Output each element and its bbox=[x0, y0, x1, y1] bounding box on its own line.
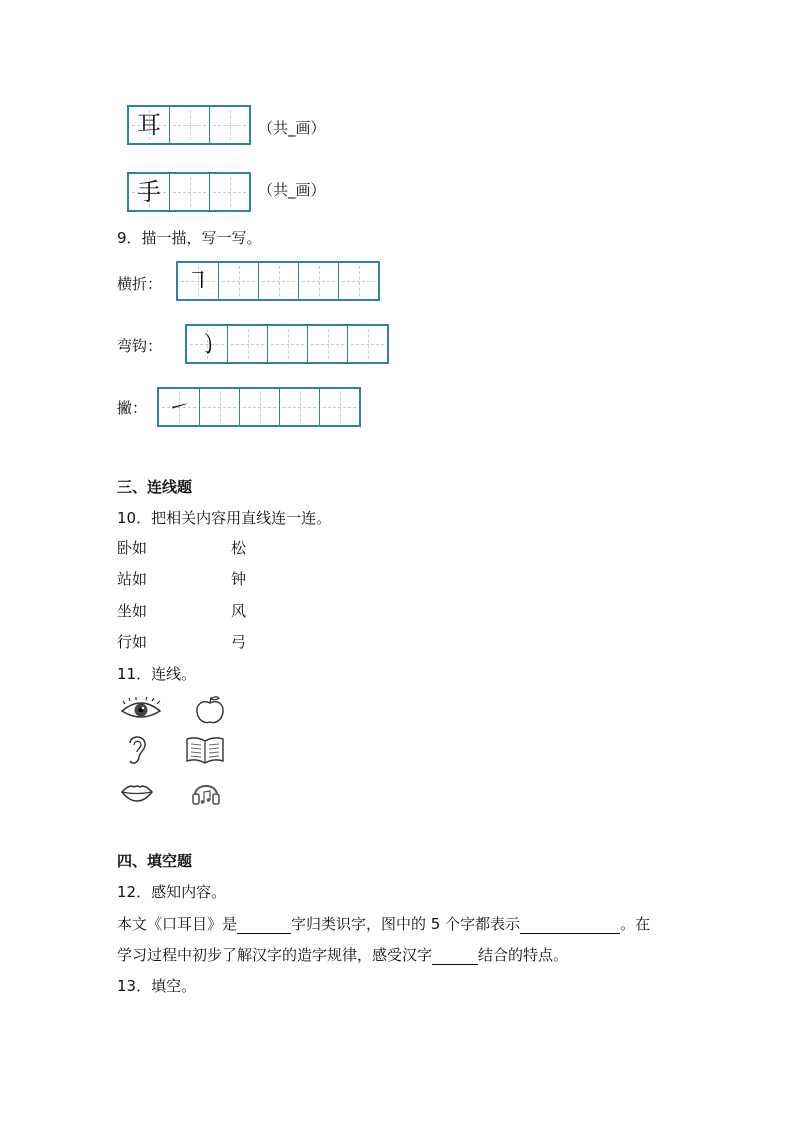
model-stroke: ㇁ bbox=[195, 330, 219, 358]
sentence-fragment: 学习过程中初步了解汉字的造字规律，感受汉字 bbox=[117, 946, 433, 964]
grid-cell[interactable] bbox=[258, 263, 298, 299]
sentence-fragment: 本文《口耳目》是 bbox=[117, 915, 238, 933]
grid-cell[interactable] bbox=[298, 263, 338, 299]
question-13-title: 13．填空。 bbox=[117, 977, 197, 995]
book-icon[interactable] bbox=[184, 735, 226, 765]
answer-blank[interactable] bbox=[432, 948, 478, 965]
model-stroke: ㇀ bbox=[167, 393, 191, 421]
model-character: 手 bbox=[137, 178, 161, 206]
match-left-item[interactable]: 站如 bbox=[117, 570, 148, 588]
sentence-fragment: 。在 bbox=[620, 915, 651, 933]
ear-icon[interactable] bbox=[124, 733, 148, 767]
sentence-fragment: 字归类识字，图中的 5 个字都表示 bbox=[291, 915, 521, 933]
match-right-item[interactable]: 钟 bbox=[231, 570, 247, 588]
stroke-grid-hengzhe bbox=[176, 261, 380, 301]
grid-cell bbox=[129, 107, 169, 143]
question-12-title: 12．感知内容。 bbox=[117, 883, 227, 901]
stroke-count-note: （共_画） bbox=[258, 181, 326, 199]
stroke-count-note: （共_画） bbox=[258, 119, 326, 137]
stroke-label: 横折： bbox=[117, 275, 163, 293]
match-right-item[interactable]: 松 bbox=[231, 539, 247, 557]
grid-cell[interactable] bbox=[307, 326, 347, 362]
match-left-item[interactable]: 坐如 bbox=[117, 602, 148, 620]
writing-grid-er bbox=[127, 105, 251, 145]
grid-cell bbox=[178, 263, 218, 299]
stroke-label: 弯钩： bbox=[117, 337, 163, 355]
section-heading: 三、连线题 bbox=[117, 478, 193, 496]
grid-cell[interactable] bbox=[347, 326, 387, 362]
model-stroke: ㇕ bbox=[186, 267, 210, 295]
grid-cell[interactable] bbox=[319, 389, 359, 425]
apple-icon[interactable] bbox=[194, 695, 226, 725]
stroke-grid-wangou bbox=[185, 324, 389, 364]
answer-blank[interactable] bbox=[237, 917, 291, 934]
section-heading: 四、填空题 bbox=[117, 852, 193, 870]
match-right-item[interactable]: 风 bbox=[231, 602, 247, 620]
grid-cell[interactable] bbox=[209, 107, 249, 143]
question-12-line-1 bbox=[117, 914, 650, 934]
question-12-line-2 bbox=[117, 945, 568, 965]
grid-cell[interactable] bbox=[338, 263, 378, 299]
grid-cell bbox=[187, 326, 227, 362]
eye-icon[interactable] bbox=[120, 697, 162, 723]
match-right-item[interactable]: 弓 bbox=[231, 633, 247, 651]
match-left-item[interactable]: 行如 bbox=[117, 633, 148, 651]
writing-grid-shou bbox=[127, 172, 251, 212]
grid-cell[interactable] bbox=[169, 174, 209, 210]
stroke-grid-pie bbox=[157, 387, 361, 427]
grid-cell[interactable] bbox=[169, 107, 209, 143]
question-10-title: 10．把相关内容用直线连一连。 bbox=[117, 509, 332, 527]
grid-cell[interactable] bbox=[267, 326, 307, 362]
match-left-item[interactable]: 卧如 bbox=[117, 539, 148, 557]
question-11-title: 11．连线。 bbox=[117, 665, 197, 683]
grid-cell[interactable] bbox=[209, 174, 249, 210]
question-9-title: 9．描一描，写一写。 bbox=[117, 229, 262, 247]
model-character: 耳 bbox=[137, 111, 161, 139]
sentence-fragment: 结合的特点。 bbox=[478, 946, 569, 964]
grid-cell bbox=[129, 174, 169, 210]
lips-icon[interactable] bbox=[120, 782, 154, 802]
grid-cell[interactable] bbox=[218, 263, 258, 299]
headphones-icon[interactable] bbox=[190, 777, 222, 807]
grid-cell[interactable] bbox=[279, 389, 319, 425]
grid-cell[interactable] bbox=[199, 389, 239, 425]
stroke-label: 撇： bbox=[117, 399, 148, 417]
answer-blank[interactable] bbox=[520, 917, 620, 934]
grid-cell[interactable] bbox=[227, 326, 267, 362]
grid-cell[interactable] bbox=[239, 389, 279, 425]
grid-cell bbox=[159, 389, 199, 425]
